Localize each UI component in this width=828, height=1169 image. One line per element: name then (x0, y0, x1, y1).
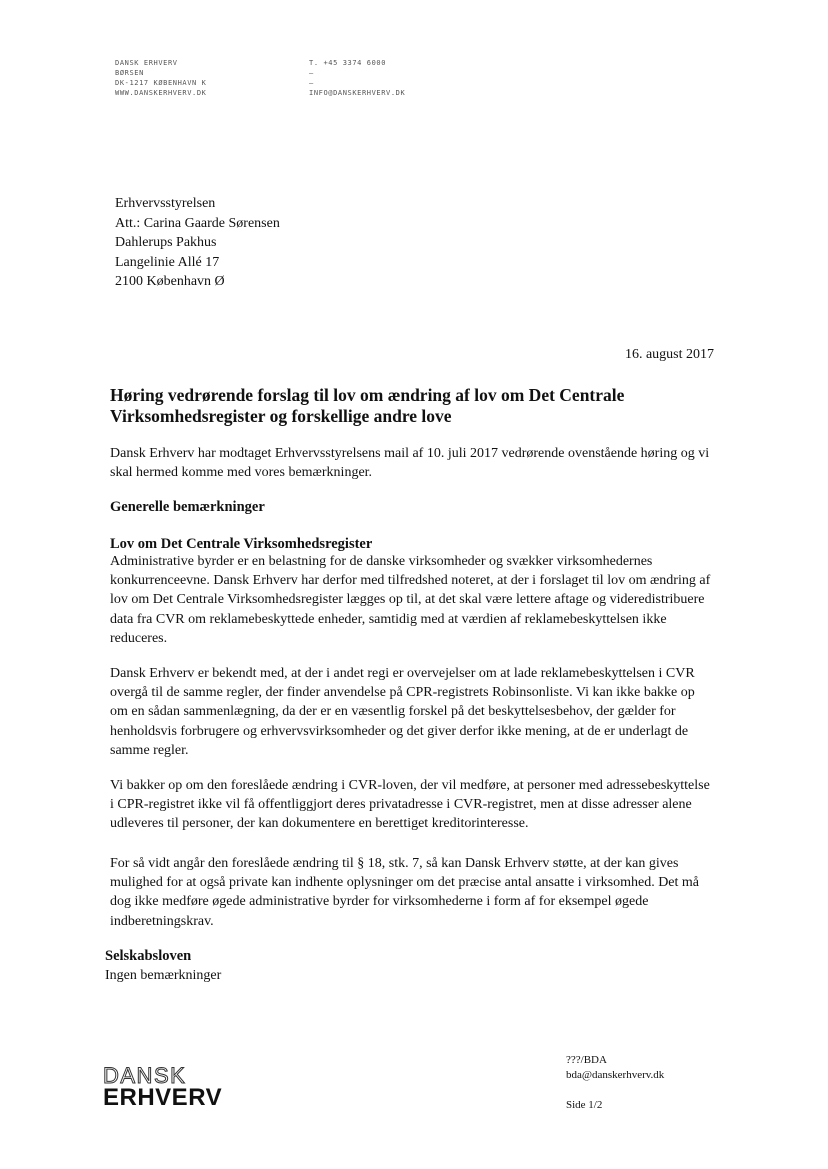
heading-company-law: Selskabsloven (105, 948, 192, 964)
recipient-line: 2100 København Ø (115, 274, 225, 289)
recipient-line: Langelinie Allé 17 (115, 254, 220, 270)
company-law-text: Ingen bemærkninger (105, 968, 222, 983)
letterhead-contact (309, 58, 405, 98)
recipient-line: Att.: Carina Gaarde Sørensen (115, 215, 280, 231)
body-paragraph: Dansk Erhverv er bekendt med, at der i andet regi er overvejelser om at lade reklamebeskyttelsen i CVR overgå til de samme regler, der finder anvendelse på CPR-registrets Robinsonliste. Vi kan ikke bakke op om en sådan sammenlægning, da der er en væsentlig forskel på det beskyttelsesbehov, der gælder for henholdsvis forbrugere og erhvervsvirksomheder og det giver derfor ikke mening, at de er underlagt de samme regler. (110, 666, 695, 758)
recipient-line: Dahlerups Pakhus (115, 235, 217, 250)
letterhead-line: WWW.DANSKERHVERV.DK (115, 89, 207, 97)
heading-cvr-law: Lov om Det Centrale Virksomhedsregister (110, 536, 373, 552)
letter-date: 16. august 2017 (624, 347, 714, 362)
letterhead-address (115, 58, 206, 98)
footer-email: bda@danskerhverv.dk (566, 1069, 665, 1081)
footer-reference (566, 1053, 664, 1083)
dansk-erhverv-logo (103, 1063, 223, 1111)
letterhead-line: – (309, 79, 314, 87)
recipient-address (115, 194, 280, 292)
recipient-line: Erhvervsstyrelsen (115, 196, 216, 211)
intro-paragraph: Dansk Erhverv har modtaget Erhvervsstyrelsens mail af 10. juli 2017 vedrørende ovenstående høring og vi skal hermed komme med vores bemærkninger. (110, 446, 710, 481)
footer-ref-code: ???/BDA (566, 1054, 607, 1066)
letterhead-line: DK-1217 KØBENHAVN K (115, 79, 207, 87)
logo-line-dansk: DANSK (103, 1063, 187, 1088)
letterhead-line: T. +45 3374 6000 (309, 59, 387, 67)
logo-line-erhverv: ERHVERV (103, 1084, 223, 1111)
letterhead-line: – (309, 69, 314, 77)
body-paragraph: Vi bakker op om den foreslåede ændring i CVR-loven, der vil medføre, at personer med adressebeskyttelse i CPR-registret ikke vil få offentliggjort deres privatadresse i CVR-registret, men at disse adresser alene udleveres til personer, der kan dokumentere en berettiget kreditorinteresse. (110, 778, 710, 832)
letterhead-line: INFO@DANSKERHVERV.DK (309, 89, 406, 97)
letter-title: Høring vedrørende forslag til lov om ændring af lov om Det Centrale Virksomhedsregister og forskellige andre love (110, 385, 625, 426)
letterhead-line: DANSK ERHVERV (115, 59, 178, 67)
letterhead-line: BØRSEN (115, 69, 144, 77)
body-paragraph: Administrative byrder er en belastning for de danske virksomheder og svækker virksomhedernes konkurrenceevne. Dansk Erhverv har derfor med tilfredshed noteret, at der i forslaget til lov om ændring af lov om Det Centrale Virksomhedsregister lægges op til, at det skal være lettere aftage og videredistribuere data fra CVR om reklamebeskyttede enheder, samtidig med at værdien af reklamebeskyttelsen ikke reduceres. (110, 554, 711, 646)
page-number: Side 1/2 (566, 1099, 603, 1111)
heading-general-remarks: Generelle bemærkninger (110, 499, 265, 515)
body-paragraph: For så vidt angår den foreslåede ændring til § 18, stk. 7, så kan Dansk Erhverv støtte, at der kan gives mulighed for at også private kan indhente oplysninger om det præcise antal ansatte i virksomhed. Det må dog ikke medføre øgede administrative byrder for virksomhederne i form af for eksempel øgede indberetningskrav. (110, 856, 700, 929)
